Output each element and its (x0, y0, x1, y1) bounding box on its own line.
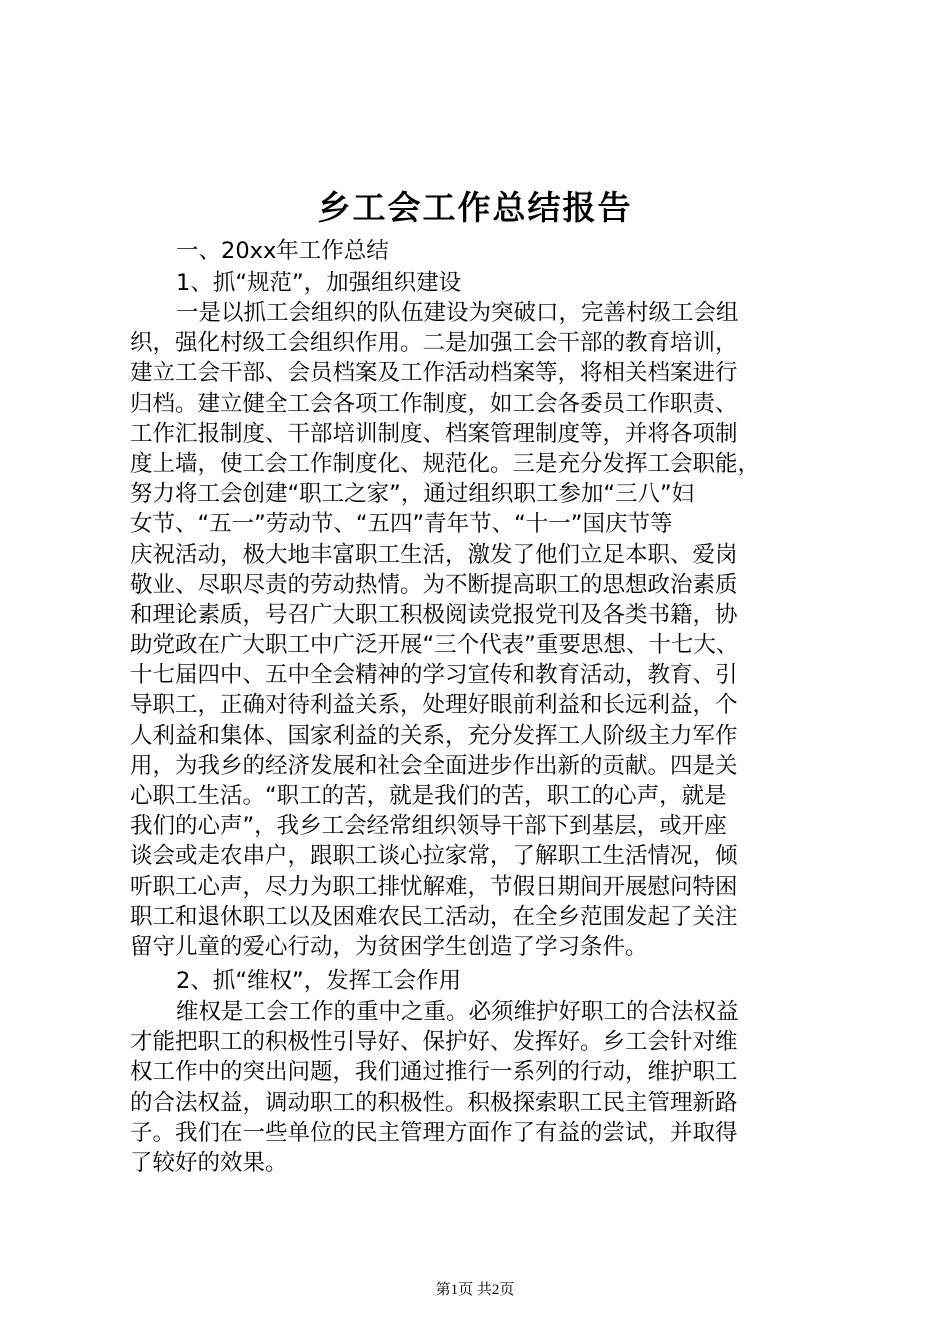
paragraph-line: 助党政在广大职工中广泛开展“三个代表”重要思想、十七大、 (130, 632, 739, 659)
paragraph-line: 努力将工会创建“职工之家”，通过组织职工参加“三八”妇 (130, 481, 695, 508)
paragraph-line: 职工和退休职工以及困难农民工活动，在全乡范围发起了关注 (130, 903, 738, 930)
paragraph-line: 工作汇报制度、干部培训制度、档案管理制度等，并将各项制 (130, 420, 738, 447)
document-title: 乡工会工作总结报告 (317, 188, 633, 227)
paragraph-line: 心职工生活。“职工的苦，就是我们的苦，职工的心声，就是 (130, 783, 727, 809)
paragraph-line: 一是以抓工会组织的队伍建设为突破口，完善村级工会组 (176, 300, 739, 326)
paragraph-line: 女节、“五一”劳动节、“五四”青年节、“十一”国庆节等 (130, 511, 673, 538)
paragraph-line: 庆祝活动，极大地丰富职工生活，激发了他们立足本职、爱岗 (130, 541, 738, 568)
paragraph-line: 导职工，正确对待利益关系，处理好眼前利益和长远利益，个 (130, 692, 738, 719)
paragraph-line: 留守儿童的爱心行动，为贫困学生创造了学习条件。 (130, 933, 648, 960)
paragraph-line: 的合法权益，调动职工的积极性。积极探索职工民主管理新路 (130, 1089, 738, 1116)
paragraph-line: 维权是工会工作的重中之重。必须维护好职工的合法权益 (176, 999, 739, 1025)
paragraph-line: 织，强化村级工会组织作用。二是加强工会干部的教育培训， (130, 330, 738, 357)
paragraph-line: 和理论素质，号召广大职工积极阅读党报党刊及各类书籍，协 (130, 601, 738, 628)
paragraph-line: 我们的心声”，我乡工会经常组织领导干部下到基层，或开座 (130, 813, 727, 840)
paragraph-line: 才能把职工的积极性引导好、保护好、发挥好。乡工会针对维 (130, 1029, 738, 1056)
paragraph-line: 建立工会干部、会员档案及工作活动档案等，将相关档案进行 (130, 360, 738, 387)
paragraph-line: 度上墙，使工会工作制度化、规范化。三是充分发挥工会职能， (130, 450, 761, 477)
subheading-organization: 1、抓“规范”，加强组织建设 (176, 270, 462, 296)
paragraph-line: 权工作中的突出问题，我们通过推行一系列的行动，维护职工 (130, 1059, 738, 1086)
paragraph-line: 归档。建立健全工会各项工作制度，如工会各委员工作职责、 (130, 390, 738, 417)
section-heading-summary: 一、20xx年工作总结 (176, 238, 389, 264)
subheading-rights: 2、抓“维权”，发挥工会作用 (176, 968, 462, 994)
paragraph-line: 听职工心声，尽力为职工排忧解难，节假日期间开展慰问特困 (130, 873, 738, 900)
paragraph-line: 子。我们在一些单位的民主管理方面作了有益的尝试，并取得 (130, 1119, 738, 1146)
paragraph-line: 十七届四中、五中全会精神的学习宣传和教育活动，教育、引 (130, 662, 738, 689)
paragraph-rights (130, 997, 830, 1178)
paragraph-line: 人利益和集体、国家利益的关系，充分发挥工人阶级主力军作 (130, 722, 738, 749)
paragraph-line: 用，为我乡的经济发展和社会全面进步作出新的贡献。四是关 (130, 752, 738, 779)
paragraph-line: 敬业、尽职尽责的劳动热情。为不断提高职工的思想政治素质 (130, 571, 738, 598)
page-footer: 第1页 共2页 (435, 1282, 515, 1298)
paragraph-organization (130, 298, 830, 962)
paragraph-line: 谈会或走农串户，跟职工谈心拉家常，了解职工生活情况，倾 (130, 843, 738, 870)
paragraph-line: 了较好的效果。 (130, 1149, 288, 1176)
